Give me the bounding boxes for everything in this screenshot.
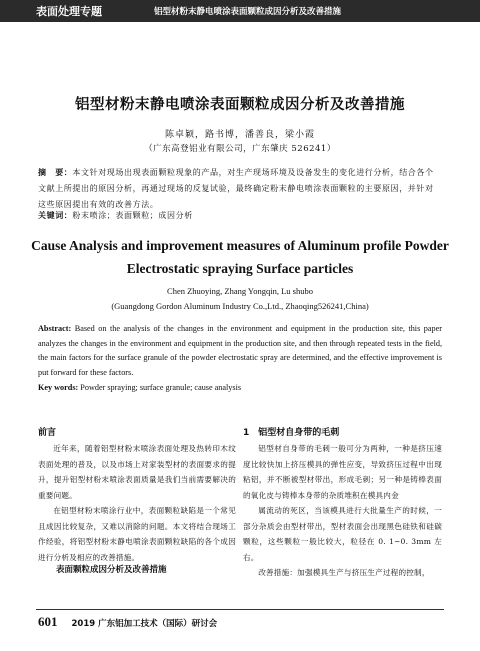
keywords-cn-label: 关键词： xyxy=(38,211,73,220)
page-number: 601 xyxy=(38,614,58,629)
paper-title-en: Cause Analysis and improvement measures of Aluminum profile Powder Electrostatic spraying Surface particles xyxy=(31,238,449,276)
paragraph: 属流动的死区，当该模具进行大批量生产的时候，一部分杂质会由型材带出，型材表面会出现黑色硅铁和硅碳颗粒，这些颗粒一般比较大，粒径在 0. 1~0. 3mm 左右。 xyxy=(243,506,442,562)
authors-en: Chen Zhuoying, Zhang Yongqin, Lu shubo xyxy=(167,286,313,296)
abstract-cn-label: 摘 要： xyxy=(38,168,73,177)
abstract-en xyxy=(38,322,442,380)
paragraph: 在铝型材粉末喷涂行业中，表面颗粒缺陷是一个常见且成因比较复杂，又难以消除的问题。本文将结合现场工作经验，将铝型材粉末静电喷涂表面颗粒缺陷的各个成因进行分析及相应的改善措施。 xyxy=(38,506,236,562)
left-column-body xyxy=(38,441,236,565)
running-header xyxy=(0,0,480,22)
paragraph: 近年来，随着铝型材粉末喷涂表面处理及热转印木纹表面处理的普及，以及市场上对家装型材的表面要求的提升，提升铝型材粉末喷涂表面质量是我们当前需要解决的重要问题。 xyxy=(38,444,236,500)
page-footer xyxy=(38,614,217,630)
keywords-en xyxy=(38,383,442,392)
paragraph: 改善措施：加强模具生产与挤压生产过程的控制， xyxy=(258,568,430,577)
subsection-heading: 表面颗粒成因分析及改善措施 xyxy=(56,565,167,575)
abstract-en-label: Abstract: xyxy=(38,324,72,333)
affiliation-cn: （广东高登铝业有限公司，广东肇庆 526241） xyxy=(144,144,336,154)
footer-divider xyxy=(36,609,444,610)
authors-cn: 陈卓颖，路书博，潘善良，梁小霞 xyxy=(164,130,315,140)
header-running-title: 铝型材粉末静电喷涂表面颗粒成因分析及改善措施 xyxy=(154,7,342,17)
paragraph: 铝型材自身带的毛刺一般可分为两种，一种是挤压速度比较快加上挤压模具的弹性应变，导致挤压过程中出现粘铝，并不断被型材带出，形成毛刺；另一种是铸棒表面的氧化皮与铸棒本身带的杂质堆积在模具内金 xyxy=(243,444,442,500)
header-section-label: 表面处理专题 xyxy=(36,5,102,18)
paper-title-cn: 铝型材粉末静电喷涂表面颗粒成因分析及改善措施 xyxy=(75,97,405,113)
right-column-body xyxy=(243,441,442,581)
keywords-en-text: Powder spraying; surface granule; cause analysis xyxy=(78,383,242,392)
keywords-cn-text: 粉末喷涂；表面颗粒；成因分析 xyxy=(72,211,193,220)
abstract-cn-text: 本文针对现场出现表面颗粒现象的产品，对生产现场环境及设备发生的变化进行分析，结合各个文献上所提出的原因分析，再通过现场的反复试验，最终确定粉末静电喷涂表面颗粒的主要原因，并针对这些原因提出有效的改善方法。 xyxy=(38,168,434,209)
keywords-en-label: Key words: xyxy=(38,383,79,392)
footer-conference: 2019 广东铝加工技术（国际）研讨会 xyxy=(71,619,218,629)
abstract-en-text: Based on the analysis of the changes in the environment and equipment in the production site, this paper analyzes the changes in the environment and equipment in the production site, and then through repeated tests in the field, the main factors for the surface granule of the powder electrostatic spray are determined, and the effective improvement is put forward for these factors. xyxy=(38,324,442,377)
abstract-cn xyxy=(38,165,442,213)
section-heading-preface: 前言 xyxy=(38,428,57,438)
keywords-cn xyxy=(38,210,442,221)
section-heading-burrs: 1 铝型材自身带的毛刺 xyxy=(243,428,340,438)
affiliation-en: (Guangdong Gordon Aluminum Industry Co.,Ltd., Zhaoqing526241,China) xyxy=(111,301,369,311)
